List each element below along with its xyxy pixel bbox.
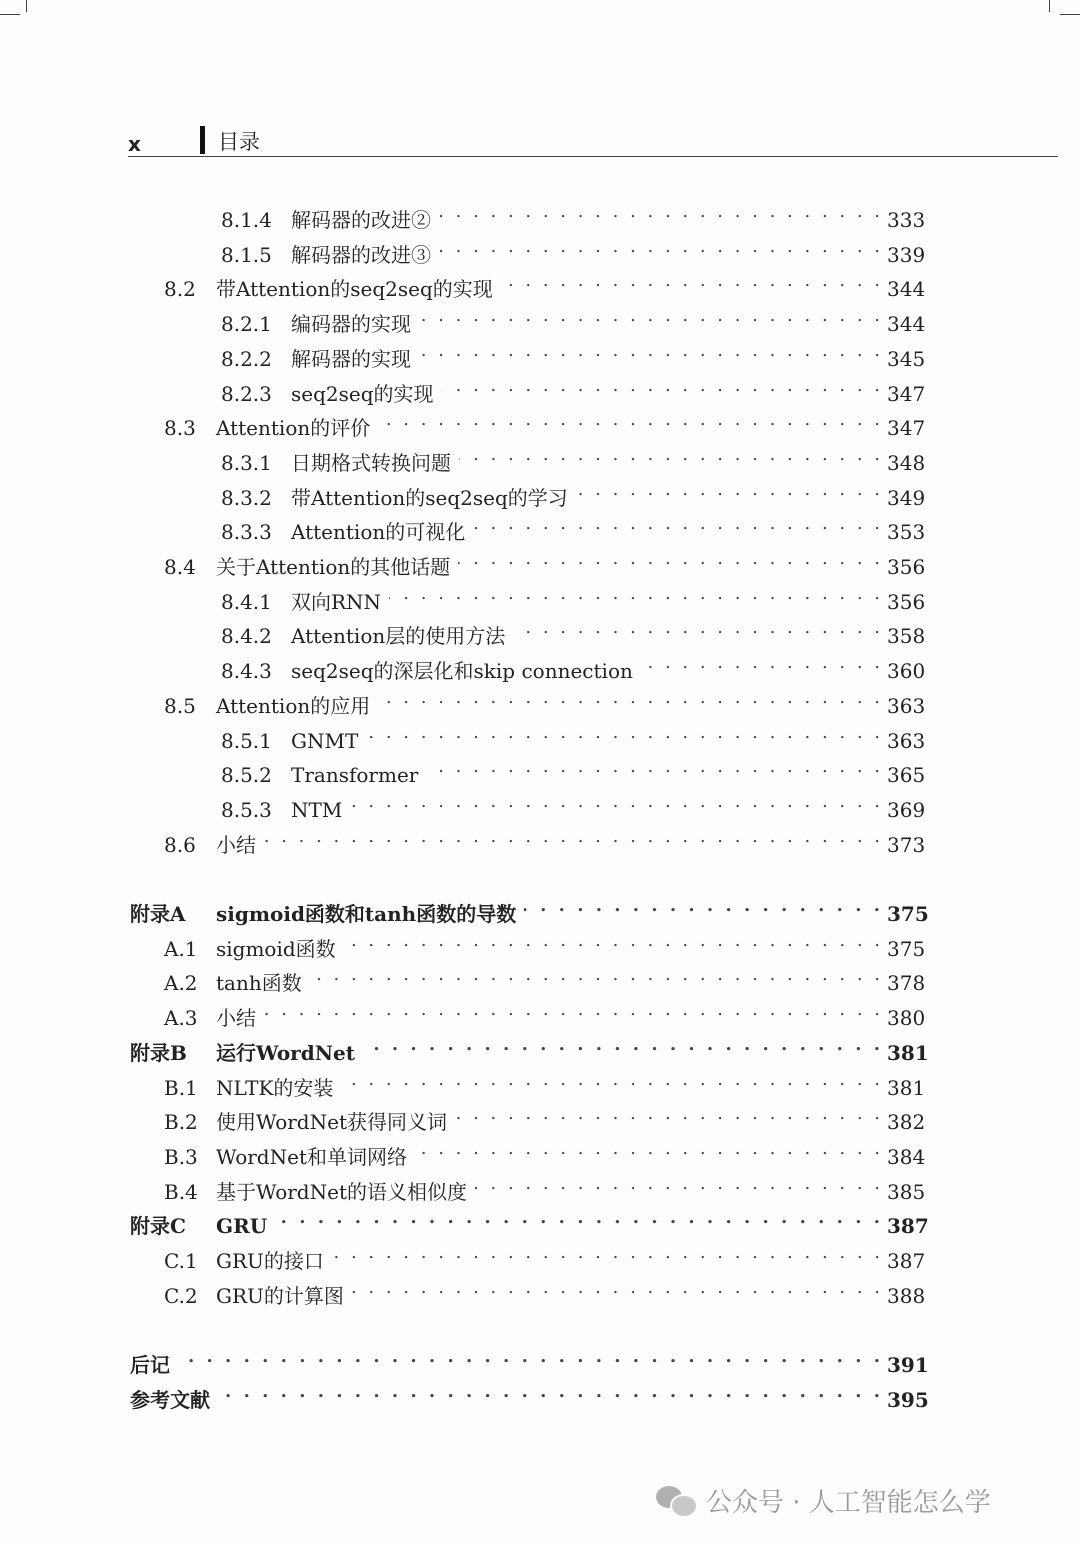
toc-entry-page: 387 [887,1214,929,1239]
toc-entry[interactable] [164,822,926,857]
toc-entry[interactable] [221,613,926,649]
dot-leader [344,926,883,956]
toc-entry-title: 编码器的实现 [291,312,411,337]
toc-entry-title: tanh函数 [216,971,302,996]
toc-entry-title: NTM [291,797,343,822]
dot-leader [513,613,883,643]
dot-leader [264,822,883,852]
toc-entry-number: 8.4.3 [221,659,272,684]
toc-entry-number: 8.3.3 [221,520,272,545]
toc-entry[interactable] [164,266,926,302]
toc-entry[interactable] [164,1169,926,1204]
toc-entry-title: seq2seq的深层化和skip connection [291,659,633,684]
toc-entry-page: 344 [887,312,926,337]
toc-entry-number: B.2 [164,1110,198,1135]
toc-entry-title: 小结 [216,1006,256,1031]
toc-entry-title: 解码器的改进② [291,208,431,232]
dot-leader [442,371,883,401]
toc-entry[interactable] [221,336,926,371]
toc-entry[interactable] [164,960,926,996]
dot-leader [641,648,883,678]
toc-entry-page: 360 [887,659,926,684]
toc-entry-number: 8.1.5 [221,242,272,267]
toc-entry-number: 附录C [130,1214,186,1239]
toc-entry[interactable] [221,475,926,510]
watermark-text: 公众号 · 人工智能怎么学 [706,1487,991,1518]
dot-leader [426,752,883,782]
toc-entry-title: 使用WordNet获得同义词 [216,1110,447,1135]
toc-entry-number: 8.2.2 [221,346,272,371]
dot-leader [419,301,883,331]
dot-leader [366,718,883,748]
dot-leader [419,336,883,366]
toc-entry-page: 358 [887,624,926,649]
toc-entry-page: 381 [887,1075,926,1100]
toc-entry-page: 347 [887,381,926,406]
dot-leader [459,440,883,470]
dot-leader [415,1134,883,1164]
dot-leader [378,683,883,713]
dot-leader [275,1203,883,1233]
toc-entry-title: WordNet和单词网络 [216,1144,407,1169]
header-rule [128,156,1058,157]
toc-entry[interactable] [164,926,926,961]
dot-leader [576,475,883,505]
dot-leader [389,579,883,609]
toc-entry[interactable] [164,544,926,579]
toc-entry-title: Attention的评价 [216,416,371,441]
dot-leader [475,1169,883,1199]
toc-entry-page: 380 [887,1006,926,1031]
toc-entry-number: B.1 [164,1075,198,1100]
toc-entry[interactable] [130,1342,929,1378]
toc-entry-number: 附录A [130,902,186,926]
crop-mark [1060,14,1080,15]
toc-entry[interactable] [130,1377,929,1412]
toc-entry-number: 8.5.3 [221,797,272,822]
toc-entry-title: sigmoid函数和tanh函数的导数 [216,902,517,926]
toc-entry[interactable] [221,718,926,753]
toc-entry-number: 8.2.3 [221,381,272,406]
toc-entry-number: 8.3.1 [221,450,272,475]
toc-entry[interactable] [164,1134,926,1169]
toc-entry-page: 385 [887,1179,926,1204]
toc-entry-title: sigmoid函数 [216,936,336,961]
dot-leader [473,509,883,539]
toc-entry[interactable] [130,1203,929,1239]
toc-entry[interactable] [164,1238,926,1273]
toc-entry-title: 基于WordNet的语义相似度 [216,1179,467,1204]
toc-entry-title: 参考文献 [130,1387,210,1412]
toc-entry-number: 附录B [130,1040,187,1065]
dot-leader [218,1377,883,1407]
toc-entry[interactable] [221,371,926,406]
dot-leader [341,1065,883,1095]
toc-entry[interactable] [164,1099,926,1135]
toc-entry-title: 带Attention的seq2seq的学习 [291,485,568,510]
toc-entry-number: 8.5.2 [221,763,272,788]
toc-entry-page: 356 [887,555,926,579]
toc-entry-number: A.2 [164,971,198,996]
toc-entry-page: 339 [887,242,926,267]
toc-entry-title: Attention的可视化 [291,520,466,545]
toc-entry-number: 8.4.1 [221,589,272,614]
toc-entry-title: GRU的计算图 [216,1283,344,1308]
toc-entry-page: 356 [887,589,926,614]
dot-leader [332,1238,883,1268]
toc-entry-page: 365 [887,763,926,788]
toc-entry[interactable] [164,1273,926,1308]
toc-entry-page: 345 [887,346,926,371]
toc-entry-title: 带Attention的seq2seq的实现 [216,277,493,302]
watermark [656,1480,991,1520]
toc-entry-number: C.1 [164,1249,198,1273]
toc-entry-title: Transformer [291,763,419,788]
toc-entry-title: Attention层的使用方法 [291,624,506,649]
toc-entry-page: 384 [887,1144,926,1169]
toc-entry-title: 后记 [130,1353,170,1378]
toc-entry[interactable] [221,752,926,788]
toc-entry-page: 333 [887,208,926,232]
toc-entry-title: 小结 [216,832,256,857]
wechat-icon [656,1484,696,1516]
toc-entry[interactable] [221,197,926,232]
toc-entry-page: 347 [887,416,926,441]
toc-entry-page: 363 [887,693,926,718]
dot-leader [350,787,883,817]
dot-leader [458,544,883,574]
toc-entry-page: 375 [887,902,929,926]
toc-entry-number: 8.2 [164,277,196,302]
toc-entry-number: 8.2.1 [221,312,272,337]
toc-entry[interactable] [221,440,926,475]
toc-entry-title: NLTK的安装 [216,1075,334,1100]
toc-entry-number: A.1 [164,936,198,961]
toc-entry[interactable] [130,891,929,926]
toc-entry-title: GRU的接口 [216,1249,324,1273]
dot-leader [264,995,883,1025]
toc-entry-number: 8.1.4 [221,208,272,232]
toc-entry-number: 8.4 [164,555,196,579]
toc-entry-title: GNMT [291,728,359,753]
dot-leader [178,1342,883,1372]
toc-entry-page: 381 [887,1040,929,1065]
toc-entry-number: 8.5 [164,693,196,718]
toc-entry-title: 解码器的实现 [291,346,411,371]
toc-entry-page: 353 [887,520,926,545]
page-number: x [128,132,141,156]
toc-entry[interactable] [164,405,926,441]
toc-entry-title: 双向RNN [291,589,382,614]
toc-entry-title: 解码器的改进③ [291,242,431,267]
toc-entry-page: 382 [887,1110,926,1135]
toc-entry[interactable] [221,232,926,267]
toc-entry-page: 349 [887,485,926,510]
toc-entry[interactable] [221,509,926,545]
crop-mark [26,0,27,12]
toc-entry-page: 388 [887,1283,926,1308]
toc-entry-number: 8.3 [164,416,196,441]
crop-mark [1049,0,1050,12]
dot-leader [439,197,883,227]
toc-entry-number: A.3 [164,1006,198,1031]
toc-entry-number: B.4 [164,1179,198,1204]
dot-leader [455,1099,883,1129]
page-header [128,120,1058,160]
toc-entry-page: 375 [887,936,926,961]
toc-entry-page: 378 [887,971,926,996]
dot-leader [501,266,883,296]
toc-entry-title: GRU [216,1214,268,1239]
dot-leader [439,232,883,262]
toc-entry[interactable] [221,579,926,614]
header-bar [200,126,205,154]
toc-entry-number: B.3 [164,1144,198,1169]
toc-entry-page: 363 [887,728,926,753]
toc-entry-page: 387 [887,1249,926,1273]
crop-mark [0,14,20,15]
toc-entry[interactable] [164,1065,926,1100]
toc-entry-number: 8.5.1 [221,728,272,753]
toc-entry[interactable] [221,787,926,822]
toc-entry-number: 8.4.2 [221,624,272,649]
toc-entry-title: seq2seq的实现 [291,381,434,406]
toc-entry[interactable] [221,648,926,684]
header-title: 目录 [218,130,260,154]
toc-entry-page: 348 [887,450,926,475]
toc-entry-page: 344 [887,277,926,302]
toc-entry-title: 日期格式转换问题 [291,450,451,475]
toc-entry[interactable] [130,1030,929,1065]
dot-leader [352,1273,883,1303]
toc-entry-number: 8.3.2 [221,485,272,510]
toc-entry-page: 395 [887,1387,929,1412]
dot-leader [363,1030,883,1060]
dot-leader [524,891,883,921]
dot-leader [378,405,883,435]
toc-entry-title: 关于Attention的其他话题 [216,555,451,579]
toc-entry[interactable] [221,301,926,337]
toc-entry-page: 391 [887,1353,929,1378]
toc-entry-title: 运行WordNet [216,1040,355,1065]
toc-entry-page: 373 [887,832,926,857]
toc-entry-number: C.2 [164,1283,198,1308]
toc-entry[interactable] [164,683,926,718]
toc-entry[interactable] [164,995,926,1031]
toc-entry-number: 8.6 [164,832,196,857]
dot-leader [310,960,883,990]
toc-entry-title: Attention的应用 [216,693,371,718]
toc-entry-page: 369 [887,797,926,822]
